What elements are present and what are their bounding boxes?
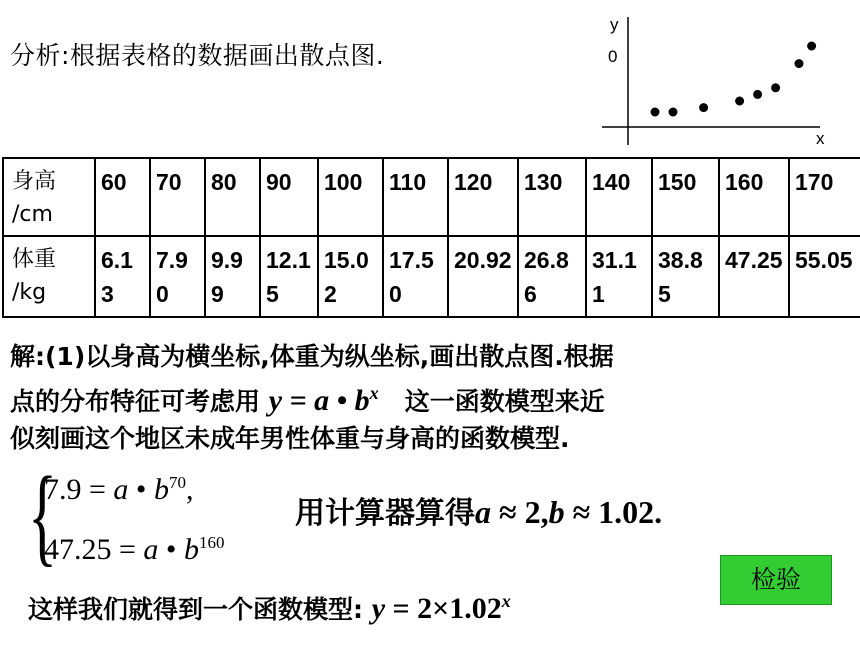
solution-line-1: 解:(1)以身高为横坐标,体重为纵坐标,画出散点图.根据 bbox=[10, 342, 614, 371]
scatter-point bbox=[651, 108, 660, 117]
check-button[interactable]: 检验 bbox=[720, 555, 832, 605]
scatter-point bbox=[735, 97, 744, 106]
scatter-point bbox=[669, 108, 678, 117]
table-cell: 70 bbox=[150, 158, 205, 236]
table-cell: 15.02 bbox=[318, 236, 383, 317]
table-cell: 60 bbox=[95, 158, 150, 236]
final-formula: $y = 2\times 1.02^x$ bbox=[371, 591, 511, 625]
row-header-weight: 体重 /kg bbox=[3, 236, 95, 317]
scatter-point bbox=[795, 59, 804, 68]
origin-label: 0 bbox=[608, 47, 618, 66]
table-cell: 12.15 bbox=[260, 236, 318, 317]
data-table bbox=[2, 157, 860, 318]
table-cell: 20.92 bbox=[448, 236, 518, 317]
table-cell: 17.50 bbox=[383, 236, 448, 317]
solution-text bbox=[10, 338, 830, 457]
table-cell: 150 bbox=[652, 158, 719, 236]
table-cell: 55.05 bbox=[789, 236, 860, 317]
scatter-point bbox=[771, 83, 780, 92]
table-cell: 31.11 bbox=[586, 236, 652, 317]
equation-2: 47.25 = a • $b^{160}$ bbox=[44, 533, 225, 566]
model-formula: y = a • $b^x$ bbox=[268, 383, 379, 417]
table-cell: 160 bbox=[719, 158, 789, 236]
table-cell: 130 bbox=[518, 158, 586, 236]
table-row-weight bbox=[3, 236, 860, 317]
computed-result: 用计算器算得a ≈ 2,b ≈ 1.02. bbox=[295, 494, 663, 531]
solution-line-3: 似刻画这个地区未成年男性体重与身高的函数模型. bbox=[10, 424, 570, 453]
scatter-plot bbox=[600, 12, 835, 147]
table-cell: 120 bbox=[448, 158, 518, 236]
equation-system bbox=[28, 454, 288, 576]
left-brace-icon: { bbox=[28, 454, 58, 576]
scatter-points bbox=[651, 42, 817, 117]
table-cell: 170 bbox=[789, 158, 860, 236]
table-cell: 7.90 bbox=[150, 236, 205, 317]
row-header-height: 身高 /cm bbox=[3, 158, 95, 236]
table-cell: 38.85 bbox=[652, 236, 719, 317]
analysis-text: 分析:根据表格的数据画出散点图. bbox=[10, 41, 385, 70]
scatter-point bbox=[807, 42, 816, 51]
table-cell: 100 bbox=[318, 158, 383, 236]
x-axis-label: x bbox=[816, 129, 825, 147]
table-row-height bbox=[3, 158, 860, 236]
scatter-point bbox=[753, 90, 762, 99]
solution-line-2: 点的分布特征可考虑用 y = a • $b^x$ 这一函数模型来近 bbox=[10, 383, 605, 417]
table-cell: 90 bbox=[260, 158, 318, 236]
conclusion-text: 这样我们就得到一个函数模型: $y = 2\times 1.02^x$ bbox=[28, 591, 511, 625]
table-cell: 80 bbox=[205, 158, 260, 236]
table-cell: 47.25 bbox=[719, 236, 789, 317]
table-cell: 9.99 bbox=[205, 236, 260, 317]
equation-1: 7.9 = a • $b^{70}$, bbox=[44, 473, 194, 506]
y-axis-label: y bbox=[610, 15, 619, 34]
scatter-point bbox=[699, 103, 708, 112]
table-cell: 6.13 bbox=[95, 236, 150, 317]
table-cell: 110 bbox=[383, 158, 448, 236]
table-cell: 140 bbox=[586, 158, 652, 236]
table-cell: 26.86 bbox=[518, 236, 586, 317]
